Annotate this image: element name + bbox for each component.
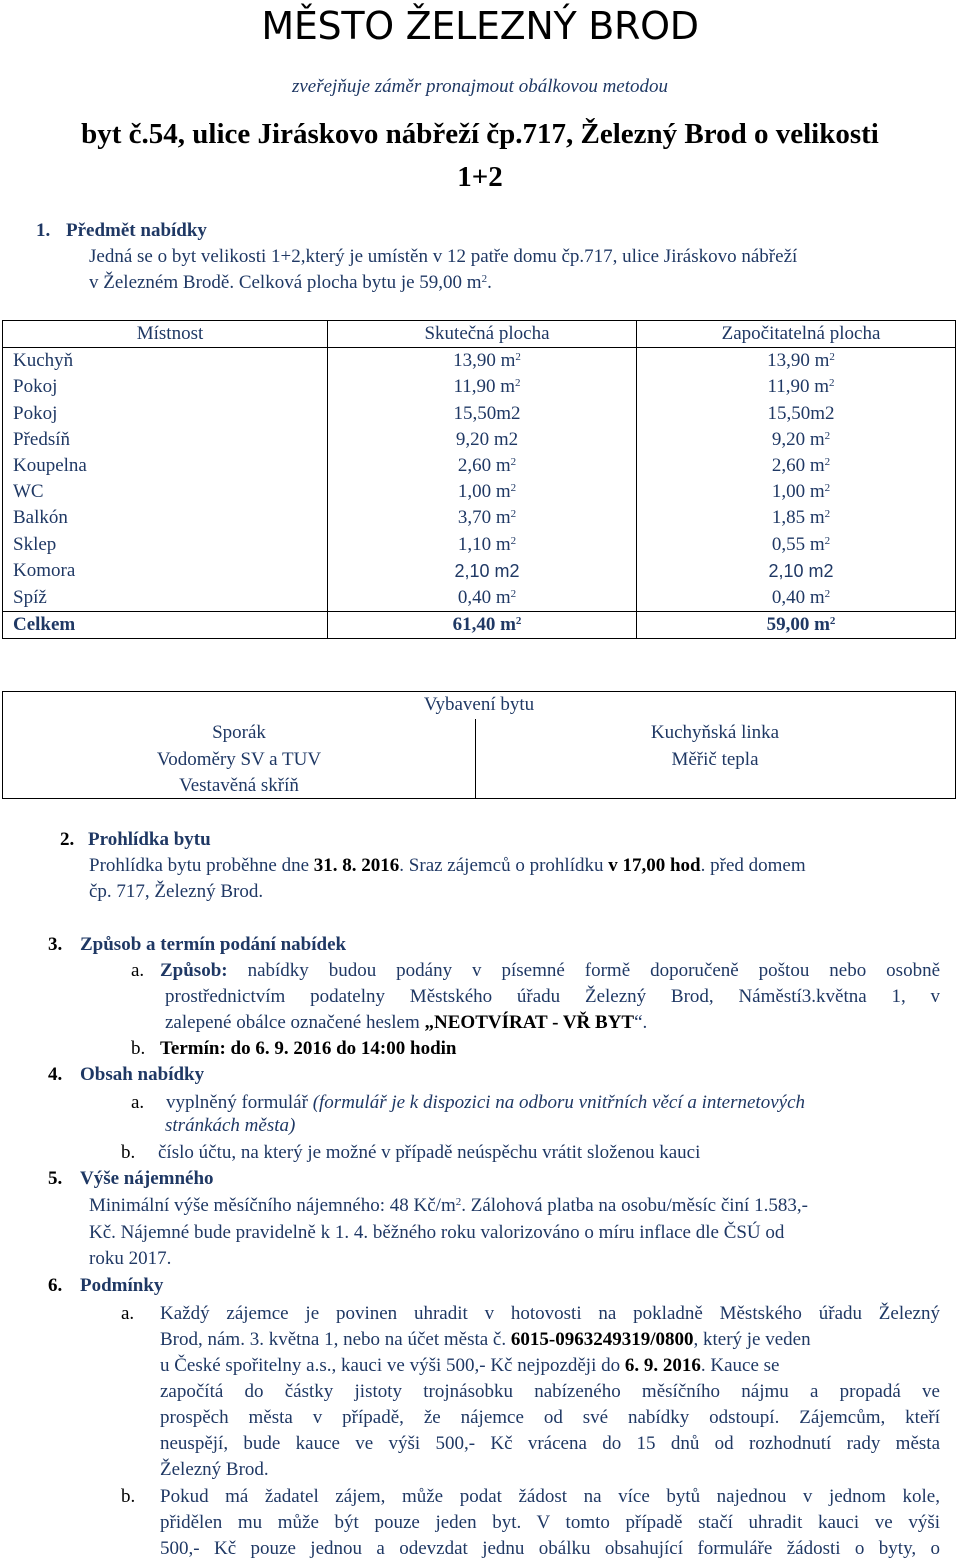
section-4a-label: a.: [131, 1092, 145, 1113]
room-actual-area: 2,10 m2: [328, 558, 637, 585]
section-6a-line6: neuspějí, bude kauce ve výši 500,- Kč vrácena do 15 dnů od rozhodnutí rady města: [160, 1433, 940, 1454]
header-room: Místnost: [3, 321, 328, 348]
equipment-left-column: [3, 720, 475, 800]
room-row: [3, 401, 956, 427]
section-6a-label: a.: [121, 1303, 135, 1324]
room-actual-area: 1,00 $m^2$: [328, 479, 637, 505]
section-5-line2: Kč. Nájemné bude pravidelně k 1. 4. běžného roku valorizováno o míru inflace dle ČSÚ od: [89, 1222, 785, 1243]
section-5-line3: roku 2017.: [89, 1248, 172, 1269]
room-actual-area: 3,70 $m^2$: [328, 505, 637, 531]
section-3a-line3: zalepené obálce označené heslem „NEOTVÍRAT - VŘ BYT“.: [165, 1012, 648, 1033]
room-row: [3, 453, 956, 479]
section-6b-line2: přidělen mu může být pouze jeden byt. V tomto případě stačí uhradit kauci ve výši: [160, 1512, 940, 1533]
section-1-text-line2: [89, 270, 492, 296]
section-2-number: 2.: [60, 829, 75, 850]
total-actual: 61,40 $m^2$: [328, 611, 637, 638]
equipment-right-column: [475, 720, 955, 773]
section-1-text-line1: Jedná se o byt velikosti 1+2,který je umístěn v 12 patře domu čp.717, ulice Jiráskovo nábřeží: [89, 246, 798, 267]
room-name: Koupelna: [3, 453, 328, 479]
room-row: [3, 348, 956, 375]
room-counted-area: 1,00 $m^2$: [637, 479, 956, 505]
page-title: MĚSTO ŽELEZNÝ BROD: [261, 4, 699, 48]
equipment-item: Měřič tepla: [671, 748, 759, 770]
room-actual-area: 15,50m2: [328, 401, 637, 427]
section-6b-line3: 500,- Kč pouze jednou a odevzdat jednu obálku obsahující formuláře žádosti o byty, o: [160, 1538, 940, 1559]
room-counted-area: 2,60 $m^2$: [637, 453, 956, 479]
room-row: [3, 532, 956, 558]
room-actual-area: 11,90 $m^2$: [328, 374, 637, 400]
section-3a-line1: Způsob: nabídky budou podány v písemné formě doporučeně poštou nebo osobně: [160, 960, 941, 981]
room-name: Předsíň: [3, 427, 328, 453]
room-row: [3, 585, 956, 612]
section-1-number: 1.: [36, 220, 51, 241]
area-sup: 2: [481, 273, 488, 285]
equipment-item: Vodoměry SV a TUV: [156, 748, 322, 770]
room-row: [3, 427, 956, 453]
section-2-title: Prohlídka bytu: [88, 829, 211, 850]
main-heading-line1: byt č.54, ulice Jiráskovo nábřeží čp.717, Železný Brod o velikosti: [81, 118, 879, 150]
section-3a-line2: prostřednictvím podatelny Městského úřadu Železný Brod, Náměstí3.května 1, v: [165, 986, 940, 1007]
room-name: Balkón: [3, 505, 328, 531]
room-actual-area: 13,90 $m^2$: [328, 348, 637, 375]
area-end: .: [487, 272, 492, 293]
rooms-table: [2, 320, 956, 639]
section-4-number: 4.: [48, 1064, 63, 1085]
equipment-item: Kuchyňská linka: [650, 722, 780, 743]
room-row: [3, 505, 956, 531]
section-6-number: 6.: [48, 1275, 63, 1296]
room-counted-area: 0,40 $m^2$: [637, 585, 956, 612]
room-name: Sklep: [3, 532, 328, 558]
room-actual-area: 9,20 m2: [328, 427, 637, 453]
section-4b-label: b.: [121, 1142, 136, 1163]
room-name: WC: [3, 479, 328, 505]
section-2-text-line2: čp. 717, Železný Brod.: [89, 881, 264, 902]
equipment-header: Vybavení bytu: [423, 694, 535, 715]
room-row: [3, 374, 956, 400]
section-5-title: Výše nájemného: [80, 1168, 214, 1189]
room-counted-area: 1,85 $m^2$: [637, 505, 956, 531]
equipment-item: Vestavěná skříň: [179, 775, 299, 796]
main-heading-line2: 1+2: [457, 161, 503, 193]
section-6a-line7: Železný Brod.: [160, 1459, 269, 1480]
section-4a-line2: stránkách města): [165, 1115, 296, 1136]
room-name: Spíž: [3, 585, 328, 612]
section-6b-label: b.: [121, 1486, 136, 1507]
section-2-text-line1: Prohlídka bytu proběhne dne 31. 8. 2016. Sraz zájemců o prohlídku v 17,00 hod. před domem: [89, 855, 806, 876]
room-name: Pokoj: [3, 401, 328, 427]
section-6a-line3: u České spořitelny a.s., kauci ve výši 500,- Kč nejpozději do 6. 9. 2016. Kauce se: [160, 1355, 780, 1376]
room-actual-area: 2,60 $m^2$: [328, 453, 637, 479]
section-6a-line4: započítá do částky jistoty trojnásobku nabízeného měsíčního nájmu a propadá ve: [160, 1381, 940, 1402]
rooms-table-total-row: [3, 611, 956, 638]
section-3-number: 3.: [48, 934, 63, 955]
total-counted: 59,00 $m^2$: [637, 611, 956, 638]
section-3-title: Způsob a termín podání nabídek: [80, 934, 347, 955]
total-label: Celkem: [3, 611, 328, 638]
room-counted-area: 2,10 m2: [637, 558, 956, 585]
room-actual-area: 1,10 $m^2$: [328, 532, 637, 558]
section-5-number: 5.: [48, 1168, 63, 1189]
area-text: v Železném Brodě. Celková plocha bytu je 59,00 m: [89, 272, 482, 293]
equipment-item: Sporák: [212, 722, 266, 743]
section-6a-line1: Každý zájemce je povinen uhradit v hotovosti na pokladně Městského úřadu Železný: [160, 1303, 940, 1324]
section-1-title: Předmět nabídky: [66, 220, 207, 241]
room-name: Kuchyň: [3, 348, 328, 375]
section-4-title: Obsah nabídky: [80, 1064, 205, 1085]
room-counted-area: 13,90 $m^2$: [637, 348, 956, 375]
room-counted-area: 0,55 $m^2$: [637, 532, 956, 558]
header-counted-area: Započitatelná plocha: [637, 321, 956, 348]
section-6-title: Podmínky: [80, 1275, 164, 1296]
section-3a-label: a.: [131, 960, 145, 981]
section-4a-line1: vyplněný formulář (formulář je k dispozici na odboru vnitřních věcí a internetových: [166, 1092, 805, 1113]
section-3b-text: Termín: do 6. 9. 2016 do 14:00 hodin: [160, 1038, 457, 1059]
header-actual-area: Skutečná plocha: [328, 321, 637, 348]
section-5-line1: Minimální výše měsíčního nájemného: 48 $Kč/m^2$. Zálohová platba na osobu/měsíc činí 1.583,-: [89, 1195, 808, 1216]
room-row: [3, 558, 956, 585]
room-name: Pokoj: [3, 374, 328, 400]
room-name: Komora: [3, 558, 328, 585]
room-row: [3, 479, 956, 505]
room-counted-area: 11,90 $m^2$: [637, 374, 956, 400]
section-6a-line5: prospěch města v případě, že nájemce od své nabídky odstoupí. Zájemcům, kteří: [160, 1407, 940, 1428]
room-counted-area: 15,50m2: [637, 401, 956, 427]
rooms-table-header-row: [3, 321, 956, 348]
room-counted-area: 9,20 $m^2$: [637, 427, 956, 453]
section-6a-line2: Brod, nám. 3. května 1, nebo na účet města č. 6015-0963249319/0800, který je veden: [160, 1329, 811, 1350]
section-3b-label: b.: [131, 1038, 146, 1059]
subtitle: zveřejňuje záměr pronajmout obálkovou metodou: [291, 76, 669, 97]
equipment-table: [2, 691, 956, 799]
section-4b-text: číslo účtu, na který je možné v případě neúspěchu vrátit složenou kauci: [158, 1142, 701, 1163]
room-actual-area: 0,40 $m^2$: [328, 585, 637, 612]
section-6b-line1: Pokud má žadatel zájem, může podat žádost na více bytů najednou v jednom kole,: [160, 1486, 940, 1507]
